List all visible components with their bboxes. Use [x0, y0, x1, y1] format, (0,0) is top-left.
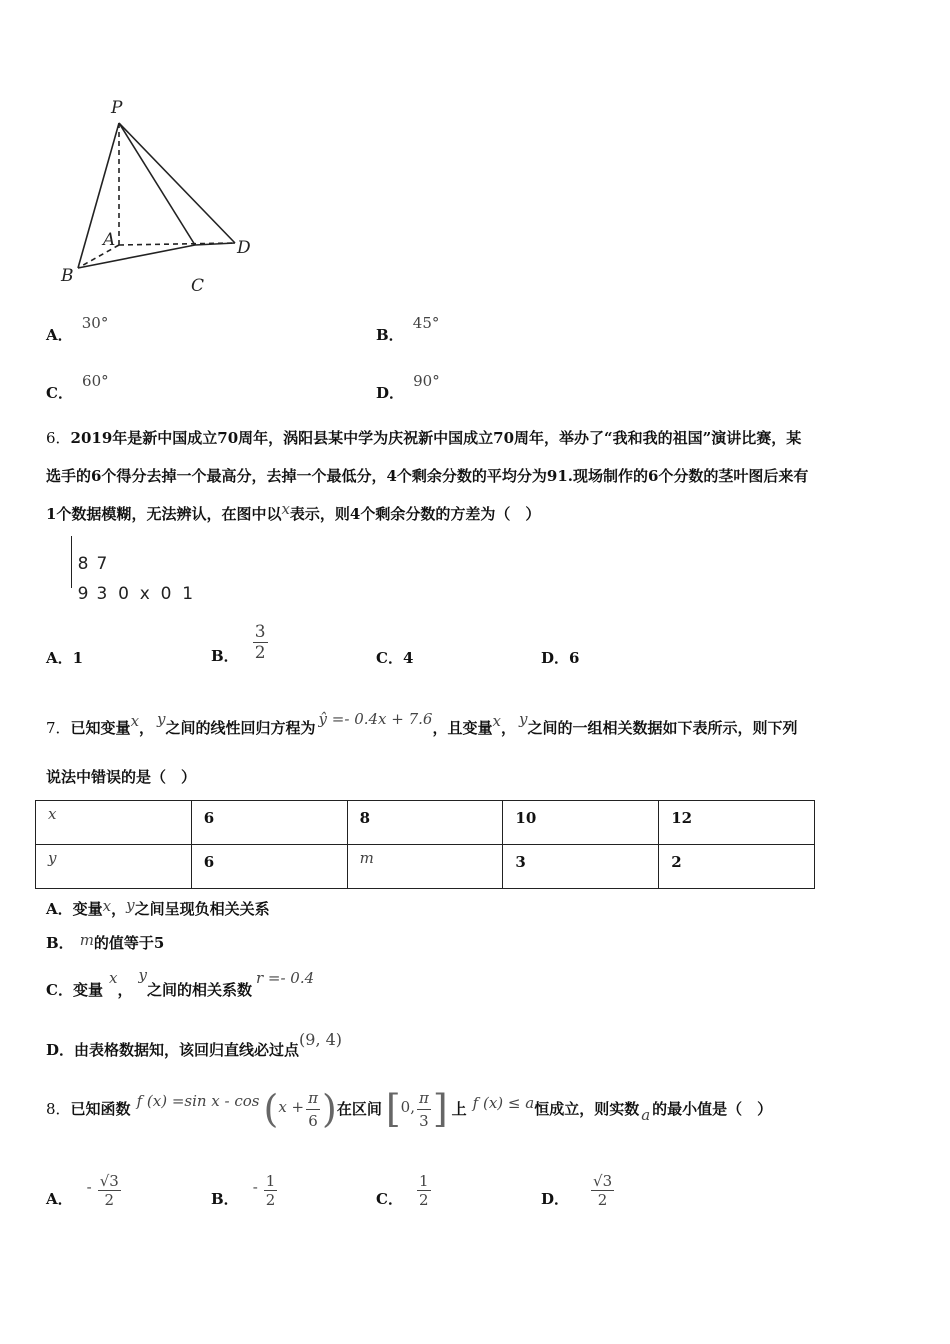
q7-data-table [35, 800, 815, 889]
q5-option-a: A． 30° [46, 314, 109, 344]
q6-option-c: C．4 [376, 649, 414, 667]
label-p: P [111, 98, 123, 118]
table-cell: 2 [659, 845, 815, 889]
q8-option-d: D． $\frac{√3}{2}$ [541, 1172, 613, 1209]
edge-pd [119, 123, 235, 243]
label-b: B [61, 266, 74, 286]
table-cell: 12 [659, 801, 815, 845]
interval-group: [ 0, $\frac{\pi}{3}$ ] [385, 1087, 448, 1131]
q7-option-b: B． m的值等于5 [46, 931, 165, 952]
table-cell: 6 [191, 845, 347, 889]
paren-group: ( x + $\frac{\pi}{6}$ ) [263, 1087, 337, 1131]
q6-number: 6． [46, 429, 71, 447]
q6-line-3: 1个数据模糊，无法辨认，在图中以x表示，则4个剩余分数的方差为（ ） [46, 500, 541, 523]
pyramid-figure [55, 95, 275, 300]
table-cell: m [347, 845, 503, 889]
q8-option-c: C． $\frac{1}{2}$ [376, 1172, 429, 1209]
q6-line-2: 选手的6个得分去掉一个最高分，去掉一个最低分，4个剩余分数的平均分为91.现场制作的6个分数的茎叶图后来有 [46, 467, 809, 485]
edge-bc [78, 245, 195, 268]
q7-line-2: 说法中错误的是（ ） [46, 768, 197, 786]
q8-option-a: A． - $\frac{√3}{2}$ [46, 1172, 119, 1209]
label-c: C [191, 276, 205, 296]
q7-option-a: A．变量x，y之间呈现负相关关系 [46, 896, 270, 918]
table-cell: 3 [503, 845, 659, 889]
q6-option-b: B． $\frac{3}{2}$ [211, 622, 266, 665]
table-row [36, 845, 815, 889]
q7-option-c: C．变量x，y之间的相关系数r =- 0.4 [46, 966, 315, 999]
q7-line-1: 7．已知变量x， y之间的线性回归方程为 ŷ =- 0.4x + 7.6，且变量x， y之间的一组相关数据如下表所示，则下列 [46, 710, 798, 737]
stem-row-8: 8 7 [77, 554, 108, 574]
table-cell: y [36, 845, 192, 889]
q5-option-b: B． 45° [376, 314, 440, 344]
q6-option-a: A．1 [46, 649, 84, 667]
q5-option-d: D． 90° [376, 372, 440, 402]
q5-option-c: C． 60° [46, 372, 109, 402]
q6-option-d: D．6 [541, 649, 580, 667]
q6-line-1: 6．2019年是新中国成立70周年，涡阳县某中学为庆祝新中国成立70周年，举办了“我和我的祖国”演讲比赛，某 [46, 429, 802, 447]
edge-pc [119, 123, 195, 245]
table-cell: x [36, 801, 192, 845]
table-cell: 6 [191, 801, 347, 845]
q7-option-d: D．由表格数据知，该回归直线必过点(9, 4) [46, 1030, 343, 1059]
q8-option-b: B． - $\frac{1}{2}$ [211, 1172, 276, 1209]
table-row [36, 801, 815, 845]
stem-row-9: 9 3 0 x 0 1 [77, 584, 194, 604]
table-cell: 10 [503, 801, 659, 845]
label-a: A [103, 230, 116, 250]
q8-line: 8． 已知函数 f (x) =sin x - cos ( x + $\frac{\pi}{6}$ ) 在区间 [ 0, $\frac{\pi}{3}$ ] 上 f (x) ≤ a 恒成立，则实数 a 的最小值是（ ） [46, 1087, 773, 1131]
label-d: D [237, 238, 251, 258]
table-cell: 8 [347, 801, 503, 845]
